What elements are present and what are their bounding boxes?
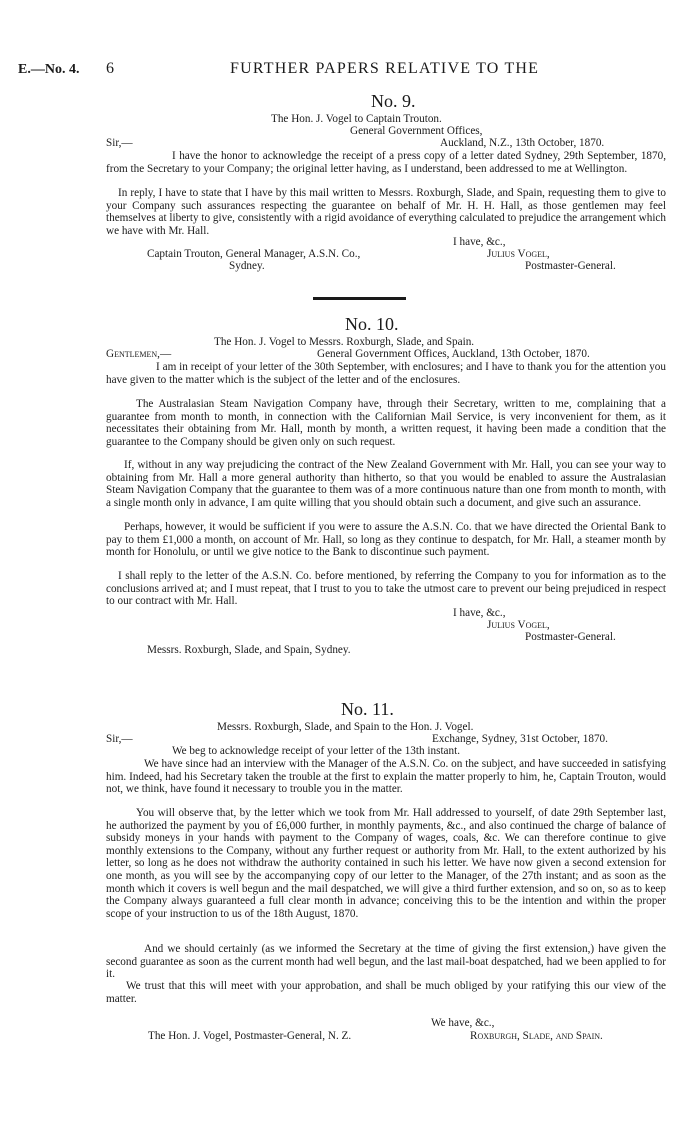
letter-9-salutation: Sir,— (106, 137, 133, 149)
letter-11-place-date: Exchange, Sydney, 31st October, 1870. (432, 733, 608, 745)
document-reference: E.—No. 4. (18, 62, 80, 77)
letter-9-signature: Julius Vogel, (487, 248, 550, 260)
letter-10-place-date: General Government Offices, Auckland, 13th October, 1870. (317, 348, 590, 360)
letter-10-number: No. 10. (345, 314, 399, 334)
letter-10-heading: The Hon. J. Vogel to Messrs. Roxburgh, Slade, and Spain. (214, 336, 475, 348)
page-header-title: FURTHER PAPERS RELATIVE TO THE (230, 60, 540, 77)
letter-9-paragraph-1: I have the honor to acknowledge the receipt of a press copy of a letter dated Sydney, 29th September, 1870, from the Secretary to your Company; the original letter having, as I understand, been addressed to me at Wellington. (106, 150, 666, 175)
section-divider (313, 297, 406, 300)
letter-11-recipient: The Hon. J. Vogel, Postmaster-General, N. Z. (148, 1030, 352, 1042)
page-number: 6 (106, 60, 114, 77)
letter-11-heading: Messrs. Roxburgh, Slade, and Spain to the Hon. J. Vogel. (217, 721, 474, 733)
letter-9-place-date: Auckland, N.Z., 13th October, 1870. (440, 137, 605, 149)
letter-10-signature-title: Postmaster-General. (525, 631, 616, 643)
letter-11-number: No. 11. (341, 699, 394, 719)
letter-9-paragraph-2: In reply, I have to state that I have by this mail written to Messrs. Roxburgh, Slade, and Spain, requesting them to give to your Company such assurances respecting the guarantee on behalf of Mr. H. H. Hall, as those gentlemen may feel themselves at liberty to give, consistently with a rigid avoidance of everything calculated to prejudice the arrangement which we have with Mr. Hall. (106, 187, 666, 237)
letter-11-salutation: Sir,— (106, 733, 133, 745)
letter-11-paragraph-4: And we should certainly (as we informed the Secretary at the time of giving the first extension,) have given the second guarantee as soon as the current month had well begun, and the last mail-boat despatched, had we been applied to for it. (106, 943, 666, 981)
letter-10-paragraph-3: If, without in any way prejudicing the contract of the New Zealand Government with Mr. Hall, you can see your way to obtaining from Mr. Hall a more general authority than hitherto, so that you would be enabled to assure the Australasian Steam Navigation Company that the guarantee to them was of a more continuous nature than one from month to month, with a single month only in advance, I am quite willing that you should obtain such a document, and give such an assurance. (106, 459, 666, 509)
letter-11-signature: Roxburgh, Slade, and Spain. (470, 1030, 603, 1042)
letter-9-recipient-place: Sydney. (229, 260, 265, 272)
letter-10-closing: I have, &c., (453, 607, 506, 619)
letter-9-heading: The Hon. J. Vogel to Captain Trouton. (271, 113, 442, 125)
letter-11-paragraph-1: We beg to acknowledge receipt of your letter of the 13th instant. (172, 745, 461, 757)
letter-9-recipient: Captain Trouton, General Manager, A.S.N. Co., (147, 248, 361, 260)
letter-9-closing: I have, &c., (453, 236, 506, 248)
letter-10-salutation: Gentlemen,— (106, 348, 172, 360)
letter-10-recipient: Messrs. Roxburgh, Slade, and Spain, Sydney. (147, 644, 351, 656)
letter-11-paragraph-5: We trust that this will meet with your approbation, and shall be much obliged by your ratifying this our view of the matter. (106, 980, 666, 1005)
letter-11-paragraph-3: You will observe that, by the letter which we took from Mr. Hall addressed to yourself, of date 29th September last, he authorized the payment by you of £6,000 further, in monthly payments, &c., and also continued the charge of balance of subsidy moneys in your hands with payment to the Company of wages, coals, &c. We can therefore continue to give monthly extensions to the Company, without any further request or authority from Mr. Hall, to the extent authorized by his letter, so long as he does not withdraw the authority contained in such his letter. We have now given a second extension for one month, as you will see by the accompanying copy of our letter to the Manager, of the 27th instant; and as soon as the month which it covers is well begun and the mail despatched, we will give a third further extension, and so on, so as to keep the Company always guaranteed a full clear month in advance; conceiving this to be the intention and within the proper scope of your instruction to us of the 18th August, 1870. (106, 807, 666, 920)
letter-9-address: General Government Offices, (350, 125, 483, 137)
letter-9-signature-title: Postmaster-General. (525, 260, 616, 272)
letter-10-signature: Julius Vogel, (487, 619, 550, 631)
letter-10-paragraph-4: Perhaps, however, it would be sufficient if you were to assure the A.S.N. Co. that we have directed the Oriental Bank to pay to them £1,000 a month, on account of Mr. Hall, so long as they continue to despatch, for Mr. Hall, a steamer month by month for Honolulu, or until we give notice to the Bank to discontinue such payment. (106, 521, 666, 559)
letter-11-closing: We have, &c., (431, 1017, 495, 1029)
letter-11-paragraph-2: We have since had an interview with the Manager of the A.S.N. Co. on the subject, and have succeeded in satisfying him. Indeed, had his Secretary taken the trouble at the first to explain the matter properly to him, he, Captain Trouton, would not, we think, have found it necessary to trouble you in the matter. (106, 758, 666, 796)
letter-9-number: No. 9. (371, 91, 416, 111)
letter-10-paragraph-2: The Australasian Steam Navigation Company have, through their Secretary, written to me, complaining that a guarantee from month to month, in connection with the Californian Mail Service, is very inconvenient for them, as it necessitates their obtaining from Mr. Hall, month by month, a written request, it having been made a condition that the guarantee to the Company should be given only on such request. (106, 398, 666, 448)
letter-10-paragraph-5: I shall reply to the letter of the A.S.N. Co. before mentioned, by referring the Company to you for information as to the conclusions arrived at; and I must repeat, that I trust to you to take the utmost care to prevent our being prejudiced in respect to our contract with Mr. Hall. (106, 570, 666, 608)
letter-10-paragraph-1: I am in receipt of your letter of the 30th September, with enclosures; and I have to thank you for the attention you have given to the matter which is the subject of the letter and of the enclosures. (106, 361, 666, 386)
